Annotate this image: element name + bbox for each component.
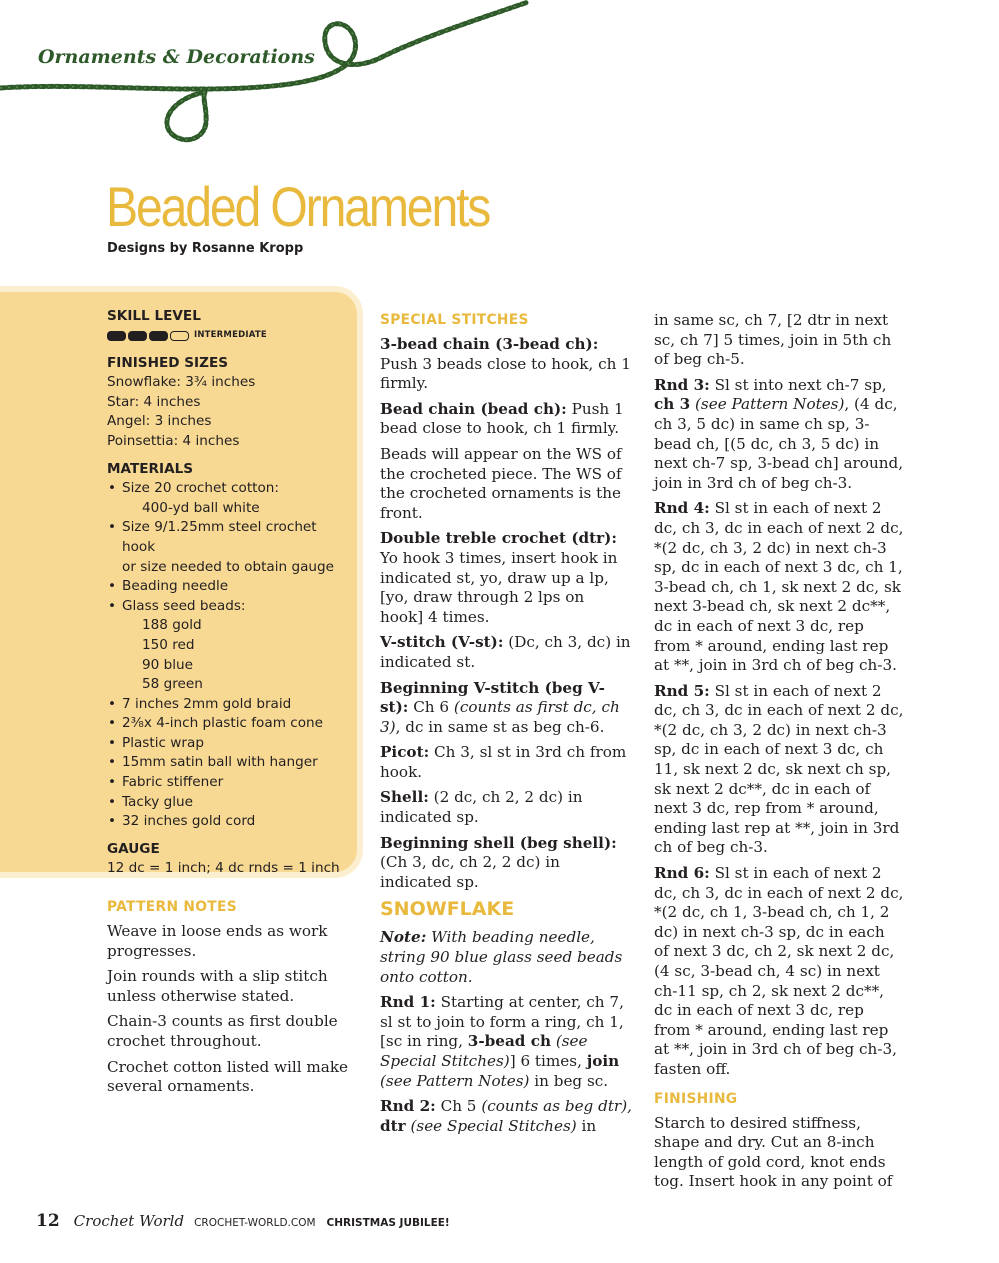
round-label: Rnd 6: [654,864,710,883]
stitch-text: (Dc, ch 3, dc) in indicated st. [380,633,631,671]
stitch-note: (counts as first dc, ch 3) [380,698,620,736]
round-continuation: in same sc, ch 7, [2 dtr in next sc, ch 7] 5 times, join in 5th ch of beg ch-5. [654,311,892,369]
round-ref: (see Pattern Notes) [380,1071,530,1090]
rope-loop [167,92,206,140]
stitch-definition [380,633,632,672]
pattern-note: Join rounds with a slip stitch unless otherwise stated. [107,967,328,1005]
stitch-name: Bead chain (bead ch): [380,399,567,418]
finished-sizes-heading: FINISHED SIZES [107,354,229,371]
stitch-definition [380,400,632,439]
material-text: Glass seed beads: [122,597,246,614]
rope-decoration [0,0,560,150]
material-text: Beading needle [122,578,229,595]
stitch-name: Beginning shell (beg shell): [380,833,617,852]
material-detail: 400-yd ball white [142,499,260,516]
material-text: 15mm satin ball with hanger [122,754,318,771]
round-instruction [654,499,904,675]
round-label: Rnd 4: [654,499,710,518]
skill-bar-empty [170,331,189,341]
round-text: in beg sc. [534,1071,609,1090]
stitch-definition [380,335,632,394]
magazine-name: Crochet World [73,1212,185,1230]
round-ref: (counts as beg dtr), [481,1097,632,1116]
material-text: Size 20 crochet cotton: [122,480,279,497]
round-ref: (see Pattern Notes) [694,395,845,414]
middle-column [380,311,632,1142]
material-item [107,753,352,773]
gauge-heading: GAUGE [107,840,160,857]
round-ref: (see Special Stitches) [410,1116,577,1135]
skill-level-heading: SKILL LEVEL [107,308,201,324]
stitch-definition [380,679,632,738]
stitch-text: , dc in same st as beg ch-6. [395,717,605,736]
skill-level-label: INTERMEDIATE [194,330,267,341]
stitch-name: Beginning V-stitch (beg V-st): [380,678,605,717]
stitch-name: Double treble crochet (dtr): [380,529,617,548]
snowflake-note [380,928,632,987]
pattern-notes-section [107,898,357,1103]
round-instruction: Rnd 2: Ch 5 (counts as beg dtr), dtr (see Special Stitches) in [380,1097,632,1135]
byline: Designs by Rosanne Kropp [107,241,304,256]
size-item: Angel: 3 inches [107,413,212,430]
round-term: ch 3 [654,395,691,414]
stitch-text: Ch 6 [413,698,450,717]
stitch-definition [380,788,632,827]
skill-bar-filled [149,331,168,341]
section-header: Ornaments & Decorations [38,46,315,68]
skill-level-bars [107,331,189,341]
sidebar-content [107,307,352,879]
stitch-text: (2 dc, ch 2, 2 dc) in indicated sp. [380,788,583,827]
stitch-text: Yo hook 3 times, insert hook in indicated st, yo, draw up a lp, [yo, draw through 2 lps on hook] 4 times. [380,548,618,626]
material-item [107,577,352,597]
skill-bar-filled [128,331,147,341]
material-item [107,597,352,617]
size-item: Snowflake: 3¾ inches [107,374,256,391]
special-stitches-heading: SPECIAL STITCHES [380,312,529,328]
size-item: Poinsettia: 4 inches [107,432,240,449]
pattern-note: Crochet cotton listed will make several ornaments. [107,1057,349,1096]
material-item [107,518,352,557]
round-label: Rnd 2: [380,1097,436,1116]
material-item [107,695,352,715]
skill-level-indicator [107,327,352,346]
stitch-definition [380,529,632,627]
material-text: 32 inches gold cord [122,813,256,830]
round-label: Rnd 3: [654,375,710,394]
round-instruction [654,864,904,1080]
material-detail: or size needed to obtain gauge [122,558,335,575]
round-text: Sl st in each of next 2 dc, ch 3, dc in each of next 2 dc, *(2 dc, ch 3, 2 dc) in next ch-3 sp, dc in each of next 3 dc, ch 11, sk next 2 dc, sk next ch sp, sk next 2 dc**, dc in each of next 3 dc, rep from * around, ending last rep at **, join in 3rd ch of beg ch-3. [654,681,904,857]
round-term: dtr [380,1116,406,1135]
skill-bar-filled [107,331,126,341]
material-text: Fabric stiffener [122,774,224,791]
round-term: join [586,1052,620,1070]
material-text: Plastic wrap [122,734,204,751]
note-text: With beading needle, string 90 blue glass seed beads onto cotton. [380,928,623,986]
stitch-text: Ch 3, sl st in 3rd ch from hook. [380,743,627,781]
stitch-text: Push 3 beads close to hook, ch 1 firmly. [380,354,631,393]
stitch-name: Shell: [380,788,429,807]
round-instruction [654,376,904,494]
stitch-name: Picot: [380,743,430,762]
material-item [107,793,352,813]
website-link[interactable]: CROCHET-WORLD.COM [194,1217,316,1229]
round-label: Rnd 1: [380,993,436,1012]
material-item [107,714,352,734]
page-footer [36,1211,450,1231]
stitch-definition [380,743,632,782]
round-text: , (4 dc, ch 3, 5 dc) in same ch sp, 3-bead ch, [(5 dc, ch 3, 5 dc) in next ch-7 sp, 3-bead ch] around, join in 3rd ch of beg ch-3. [654,395,904,492]
issue-name: CHRISTMAS JUBILEE! [326,1217,450,1229]
page-number: 12 [36,1211,60,1231]
material-item [107,734,352,754]
stitch-text: (Ch 3, dc, ch 2, 2 dc) in indicated sp. [380,853,560,891]
round-text: Sl st in each of next 2 dc, ch 3, dc in each of next 2 dc, *(2 dc, ch 1, 3-bead ch, ch 1, 2 dc) in next ch-3 sp, dc in each of next 3 dc, ch 2, sk next 2 dc, (4 sc, 3-bead ch, 4 sc) in next ch-11 sp, ch 2, sk next 2 dc**, dc in each of next 3 dc, rep from * around, ending last rep at **, join in 3rd ch of beg ch-3, fasten off. [654,864,904,1078]
round-term: 3-bead ch [467,1032,551,1051]
ws-note: Beads will appear on the WS of the crocheted piece. The WS of the crocheted ornaments is the front. [380,444,622,522]
snowflake-heading: SNOWFLAKE [380,898,515,921]
material-text: Tacky glue [122,793,193,810]
bead-count: 90 blue [142,656,194,673]
stitch-text: Push 1 bead close to hook, ch 1 firmly. [380,399,624,438]
round-text: ] 6 times, [509,1052,582,1070]
stitch-name: 3-bead chain (3-bead ch): [380,335,599,353]
material-text: 2⅜x 4-inch plastic foam cone [122,715,324,732]
round-text: Ch 5 [440,1097,477,1116]
material-item [107,773,352,793]
page-title: Beaded Ornaments [106,175,490,238]
round-text: Starting at center, ch 7, sl st to join to form a ring, ch 1, [sc in ring, [380,993,624,1051]
bead-count: 150 red [142,636,195,653]
stitch-definition [380,834,632,893]
round-text: Sl st into next ch-7 sp, [714,375,887,394]
finishing-text: Starch to desired stiffness, shape and dry. Cut an 8-inch length of gold cord, knot ends tog. Insert hook in any point of [654,1113,893,1191]
round-text: Sl st in each of next 2 dc, ch 3, dc in each of next 2 dc, *(2 dc, ch 3, 2 dc) in next ch-3 sp, dc in each of next 3 dc, ch 1, 3-bead ch, ch 1, sk next 2 dc, sk next 3-bead ch, sk next 2 dc**, dc in each of next 3 dc, rep from * around, ending last rep at **, join in 3rd ch of beg ch-3. [654,499,904,675]
materials-heading: MATERIALS [107,460,194,477]
gauge-text: 12 dc = 1 inch; 4 dc rnds = 1 inch [107,860,340,877]
pattern-notes-heading: PATTERN NOTES [107,899,237,915]
material-text: Size 9/1.25mm steel crochet hook [122,519,317,555]
note-label: Note: [380,928,427,947]
material-item [107,479,352,499]
round-ref: (see Special Stitches) [380,1032,588,1070]
pattern-note: Weave in loose ends as work progresses. [107,922,328,960]
bead-count: 58 green [142,676,203,693]
pattern-note: Chain-3 counts as first double crochet throughout. [107,1012,338,1050]
round-label: Rnd 5: [654,681,710,700]
round-instruction [654,682,904,858]
material-text: 7 inches 2mm gold braid [122,695,292,712]
finishing-heading: FINISHING [654,1090,738,1107]
round-instruction [380,993,632,1091]
right-column [654,311,904,1198]
material-item [107,812,352,832]
bead-count: 188 gold [142,617,202,634]
size-item: Star: 4 inches [107,393,201,410]
stitch-name: V-stitch (V-st): [380,633,504,652]
materials-list [107,479,352,832]
